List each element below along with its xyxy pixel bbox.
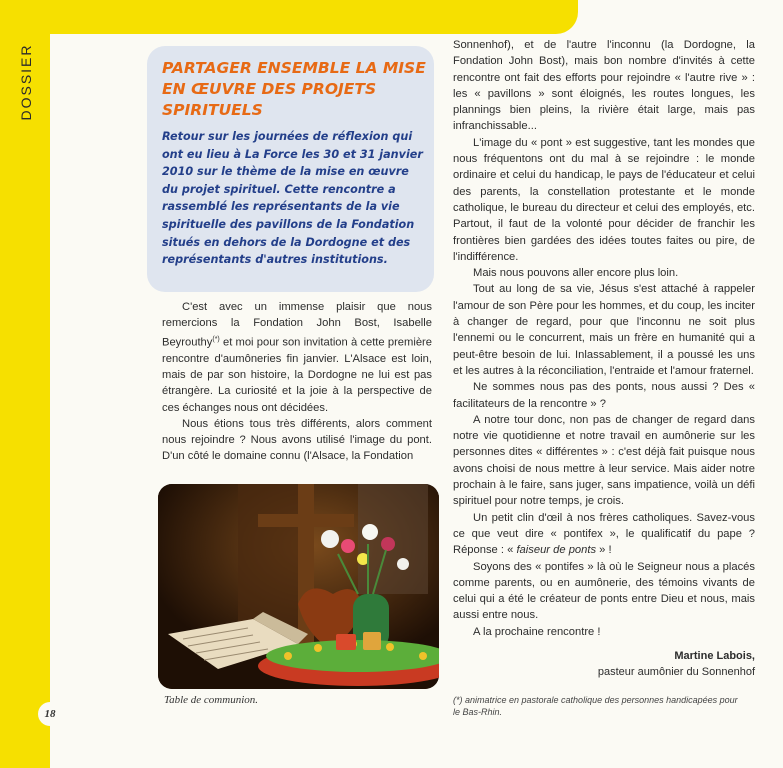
paragraph: Un petit clin d'œil à nos frères catholiques. Savez-vous ce que veut dire « pontifex », le qualificatif du pape ? Réponse : « faiseur de ponts » ! (453, 511, 755, 557)
author-role: pasteur aumônier du Sonnenhof (597, 666, 755, 678)
body-column-1 (162, 299, 432, 465)
section-label (6, 32, 46, 132)
photo-caption: Table de communion. (164, 694, 259, 706)
signature (550, 648, 755, 680)
section-label-text: DOSSIER (18, 43, 34, 121)
headline-line-1: PARTAGER ENSEMBLE LA MISE (162, 59, 426, 77)
paragraph: C'est avec un immense plaisir que nous remercions la Fondation John Bost, Isabelle Beyrouthy(*) et moi pour son invitation à cette première rencontre d'aumôneries fin janvier. L'Alsace est loin, mais de par son histoire, la Dordogne ne lui est pas étrangère. La curiosité et la joie à la perspective de ces échanges nous ont décidées. (162, 301, 432, 414)
communion-table-photo (158, 484, 439, 689)
paragraph: Sonnenhof), et de l'autre l'inconnu (la Dordogne, la Fondation John Bost), mais bon nombre d'invités à cette rencontre ont fait des efforts pour rejoindre « l'autre rive » : les « pavillons » sont éloignés, les routes longues, les plannings bien pleins, la rivière était large, mais pas infranchissable... (453, 39, 755, 133)
headline-line-2: EN ŒUVRE DES PROJETS SPIRITUELS (162, 80, 377, 119)
paragraph: Tout au long de sa vie, Jésus s'est attaché à rappeler l'amour de son Père pour les hommes, et du coup, les inciter à changer de regard, pour que l'inconnu ne soit plus l'ennemi ou le concurrent, mais un frère en humanité qui a peut-être besoin de lui. Inlassablement, il a poussé les uns et les autres à la réconciliation, l'entraide et l'amour fraternel. (453, 283, 755, 377)
paragraph: Mais nous pouvons aller encore plus loin. (473, 267, 679, 280)
paragraph: Nous étions tous très différents, alors comment nous rejoindre ? Nous avons utilisé l'image du pont. D'un côté le domaine connu (l'Alsace, la Fondation (162, 417, 432, 463)
emphasis: faiseur de ponts (516, 544, 597, 557)
page-corner (50, 34, 76, 60)
paragraph: A notre tour donc, non pas de changer de regard dans notre vie quotidienne et notre travail en aumônerie sur les personnes dites « différentes » : c'est déjà fait puisque nous avons choisi de nous mettre à leur service. Mais aider notre prochain à le faire, sans juger, sans impatience, voilà un défi spirituel pour notre temps, je crois. (453, 413, 755, 508)
footnote: (*) animatrice en pastorale catholique des personnes handicapées pour le Bas-Rhin. (453, 695, 738, 717)
paragraph: L'image du « pont » est suggestive, tant les mondes que nous fréquentons ont du mal à se rejoindre : le monde ordinaire et celui du handicap, le pays de l'éducateur et celui des parents, la constellation protestante et le monde catholique, le bureau du directeur et celui des employés, etc. Partout, il faut de la volonté pour décider de franchir les frontières bien gardées des idées toutes faites ou pire, de l'indifférence. (453, 136, 755, 263)
top-yellow-band (0, 0, 578, 34)
body-column-2 (453, 37, 755, 640)
article-lead: Retour sur les journées de réflexion qui ont eu lieu à La Force les 30 et 31 janvier 2010 sur le thème de la mise en œuvre du projet spirituel. Cette rencontre a rassemblé les représentants de la vie spirituelle des pavillons de la Fondation situés en dehors de la Dordogne et des représentants d'autres institutions. (162, 130, 423, 267)
paragraph: A la prochaine rencontre ! (473, 625, 601, 638)
author-name: Martine Labois, (674, 650, 755, 662)
paragraph: Ne sommes nous pas des ponts, nous aussi ? Des « facilitateurs de la rencontre » ? (453, 381, 755, 410)
paragraph: Soyons des « pontifes » là où le Seigneur nous a placés comme parents, ou en aumônerie, des témoins vivants de celui qui a été le créateur de ponts entre Dieu et nous, mais aussi entre nous. (453, 560, 755, 622)
page-number: 18 (38, 702, 62, 726)
article-headline (162, 58, 432, 121)
photo-illustration (158, 484, 439, 689)
footnote-marker: (*) (212, 335, 220, 343)
